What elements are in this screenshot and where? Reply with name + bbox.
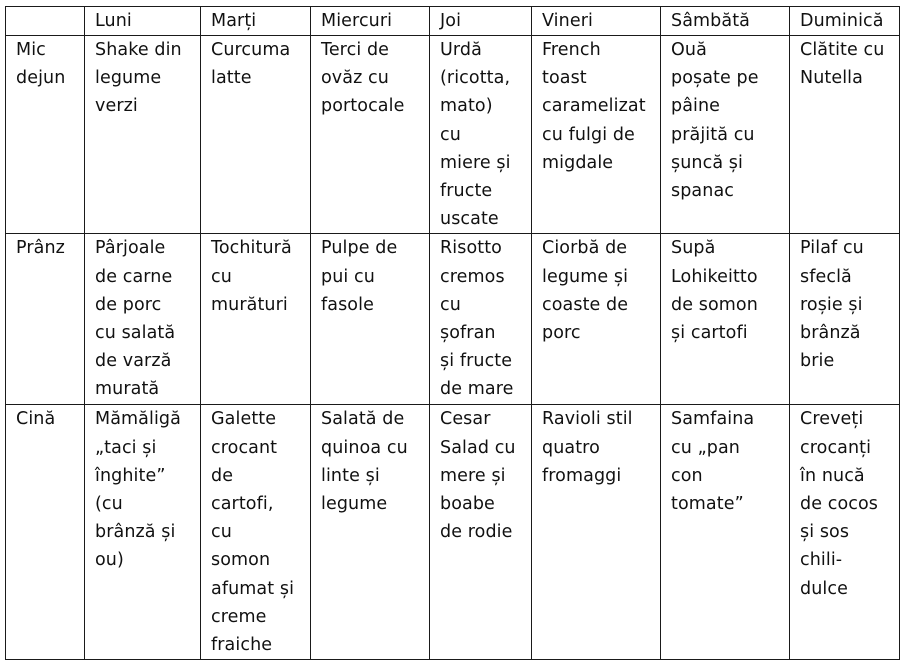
meal-cell: Terci de ovăz cu portocale xyxy=(311,36,430,234)
day-header-friday: Vineri xyxy=(532,7,661,36)
meal-cell: Salată de quinoa cu linte și legume xyxy=(311,405,430,660)
meal-row-breakfast xyxy=(6,36,900,234)
meal-cell: Ciorbă de legume și coaste de porc xyxy=(532,234,661,405)
meal-cell: Curcuma latte xyxy=(201,36,311,234)
day-header-thursday: Joi xyxy=(430,7,532,36)
meal-cell: Ouă poșate pe pâine prăjită cu șuncă și spanac xyxy=(661,36,790,234)
meal-row-dinner xyxy=(6,405,900,660)
meal-label-dinner: Cină xyxy=(6,405,85,660)
meal-cell: Creveți crocanți în nucă de cocos și sos chili- dulce xyxy=(790,405,900,660)
meal-cell: Urdă (ricotta, mato) cu miere și fructe uscate xyxy=(430,36,532,234)
meal-label-lunch: Prânz xyxy=(6,234,85,405)
day-header-wednesday: Miercuri xyxy=(311,7,430,36)
meal-cell: Cesar Salad cu mere și boabe de rodie xyxy=(430,405,532,660)
meal-cell: Pulpe de pui cu fasole xyxy=(311,234,430,405)
day-header-sunday: Duminică xyxy=(790,7,900,36)
meal-cell: Clătite cu Nutella xyxy=(790,36,900,234)
corner-cell xyxy=(6,7,85,36)
meal-cell: Pârjoale de carne de porc cu salată de varză murată xyxy=(85,234,201,405)
meal-cell: Mămăligă „taci și înghite” (cu brânză și ou) xyxy=(85,405,201,660)
weekly-meal-plan-table xyxy=(5,6,900,660)
meal-cell: Shake din legume verzi xyxy=(85,36,201,234)
meal-cell: Pilaf cu sfeclă roșie și brânză brie xyxy=(790,234,900,405)
meal-cell: Supă Lohikeitto de somon și cartofi xyxy=(661,234,790,405)
header-row xyxy=(6,7,900,36)
day-header-tuesday: Marți xyxy=(201,7,311,36)
meal-cell: Risotto cremos cu șofran și fructe de mare xyxy=(430,234,532,405)
meal-row-lunch xyxy=(6,234,900,405)
day-header-saturday: Sâmbătă xyxy=(661,7,790,36)
meal-label-breakfast: Mic dejun xyxy=(6,36,85,234)
meal-cell: Ravioli stil quatro fromaggi xyxy=(532,405,661,660)
meal-cell: Tochitură cu murături xyxy=(201,234,311,405)
day-header-monday: Luni xyxy=(85,7,201,36)
meal-cell: Samfaina cu „pan con tomate” xyxy=(661,405,790,660)
meal-cell: Galette crocant de cartofi, cu somon afumat și creme fraiche xyxy=(201,405,311,660)
meal-cell: French toast caramelizat cu fulgi de migdale xyxy=(532,36,661,234)
